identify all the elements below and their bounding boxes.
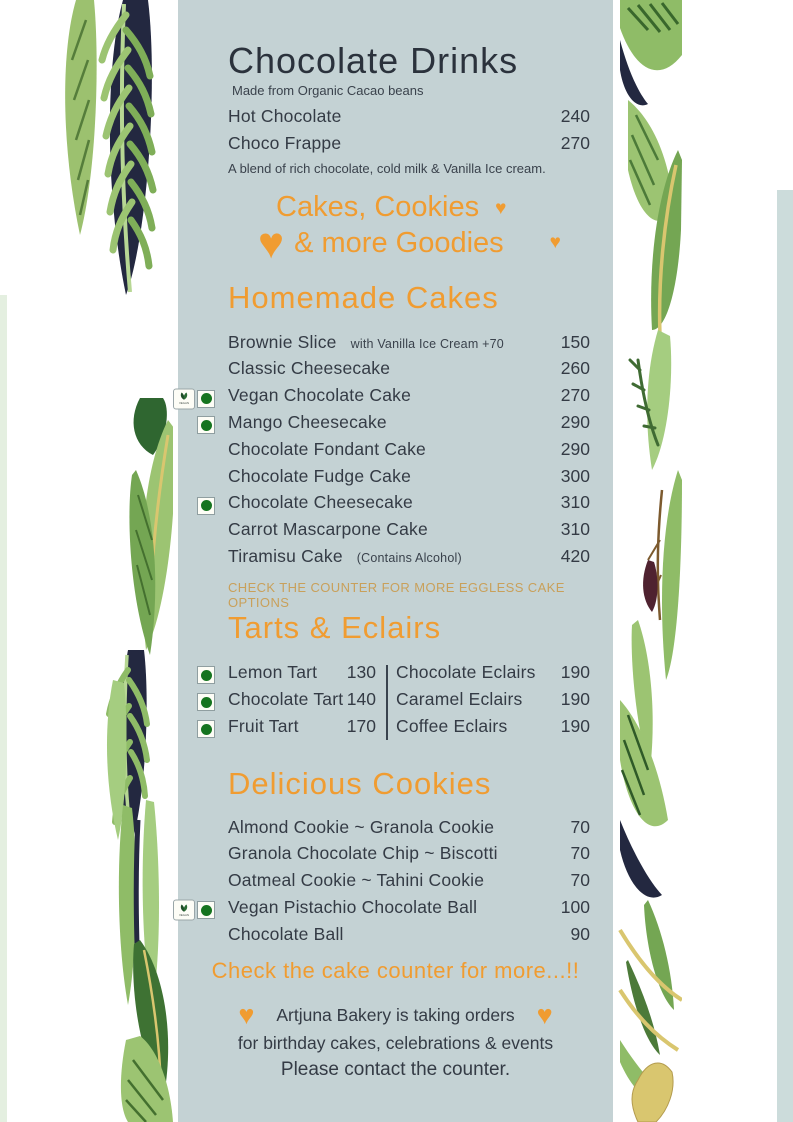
item-name: Mango Cheesecake	[228, 412, 387, 433]
cookies-title: Delicious Cookies	[228, 766, 492, 801]
item-price: 290	[560, 412, 590, 433]
cakes-section	[178, 280, 590, 610]
item-name: Tiramisu Cake (Contains Alcohol)	[228, 546, 462, 567]
item-price: 70	[570, 870, 590, 891]
item-name: Chocolate Eclairs	[396, 661, 536, 682]
item-addon: with Vanilla Ice Cream +70	[350, 336, 504, 351]
menu-item-row	[228, 662, 376, 689]
menu-item-row	[228, 358, 590, 385]
menu-item-row	[396, 716, 590, 743]
item-price: 70	[570, 816, 590, 837]
item-price: 190	[560, 661, 590, 682]
veg-indicator-icon	[197, 901, 215, 919]
item-price: 190	[560, 688, 590, 709]
tarts-left-column	[228, 662, 376, 743]
menu-item-row	[228, 492, 590, 519]
vegan-badge-icon	[173, 900, 195, 921]
item-name: Choco Frappe	[228, 133, 342, 154]
item-price: 300	[560, 465, 590, 486]
tropical-leaves-right-art	[618, 0, 682, 1122]
footer-line1: Artjuna Bakery is taking orders	[276, 1005, 515, 1025]
menu-item-row	[228, 546, 590, 573]
footer-line2: for birthday cakes, celebrations & events	[237, 1033, 554, 1053]
item-name: Chocolate Tart	[228, 688, 344, 709]
item-price: 150	[560, 331, 590, 352]
menu-panel	[178, 0, 613, 1122]
item-price: 310	[560, 492, 590, 513]
item-price: 130	[346, 661, 376, 682]
menu-item-row	[396, 662, 590, 689]
svg-text:VEGAN: VEGAN	[178, 913, 190, 918]
item-name: Hot Chocolate	[228, 106, 342, 127]
footer-line3: Please contact the counter.	[280, 1059, 511, 1080]
menu-item-row	[396, 689, 590, 716]
menu-item-row	[228, 689, 376, 716]
veg-indicator-icon	[197, 693, 215, 711]
item-price: 420	[560, 546, 590, 567]
item-price: 270	[560, 133, 590, 154]
item-price: 170	[346, 715, 376, 736]
item-price: 140	[346, 688, 376, 709]
item-name: Classic Cheesecake	[228, 358, 391, 379]
right-edge-strip	[777, 190, 793, 1122]
item-name: Lemon Tart	[228, 661, 318, 682]
item-price: 290	[560, 438, 590, 459]
menu-item-row	[228, 439, 590, 466]
item-name: Carrot Mascarpone Cake	[228, 519, 428, 540]
drinks-subtitle: Made from Organic Cacao beans	[232, 83, 424, 99]
menu-item-row	[228, 106, 590, 133]
item-name: Almond Cookie ~ Granola Cookie	[228, 816, 495, 837]
item-name: Chocolate Cheesecake	[228, 492, 413, 513]
tropical-leaves-left-art	[28, 0, 173, 1122]
item-name: Chocolate Ball	[228, 923, 344, 944]
menu-item-row	[178, 385, 590, 412]
item-name: Fruit Tart	[228, 715, 299, 736]
item-name: Chocolate Fondant Cake	[228, 438, 426, 459]
item-name: Vegan Chocolate Cake	[228, 385, 412, 406]
heart-icon: ♥	[238, 1000, 255, 1030]
veg-indicator-icon	[197, 666, 215, 684]
tarts-right-column	[396, 662, 590, 743]
item-name: Brownie Slice with Vanilla Ice Cream +70	[228, 331, 504, 352]
menu-item-row	[228, 843, 590, 870]
menu-item-row	[228, 716, 376, 743]
item-name: Coffee Eclairs	[396, 715, 508, 736]
veg-indicator-icon	[197, 497, 215, 515]
footer-section	[198, 958, 593, 1081]
banner-line1: Cakes, Cookies	[276, 191, 480, 223]
menu-item-row	[228, 412, 590, 439]
cakes-title: Homemade Cakes	[228, 280, 499, 315]
veg-indicator-icon	[197, 390, 215, 408]
drinks-note: A blend of rich chocolate, cold milk & Vanilla Ice cream.	[228, 160, 546, 176]
menu-item-row	[228, 519, 590, 546]
eggless-cakes-footnote: CHECK THE COUNTER FOR MORE EGGLESS CAKE OPTIONS	[228, 579, 565, 610]
menu-item-row	[228, 817, 590, 844]
drinks-section	[228, 40, 590, 176]
item-name: Oatmeal Cookie ~ Tahini Cookie	[228, 870, 485, 891]
item-price: 90	[570, 923, 590, 944]
menu-item-row	[228, 870, 590, 897]
cookies-section	[178, 766, 590, 951]
menu-item-row	[228, 332, 590, 359]
left-edge-strip	[0, 295, 7, 1122]
item-name: Granola Chocolate Chip ~ Biscotti	[228, 843, 498, 864]
item-price: 260	[560, 358, 590, 379]
svg-text:VEGAN: VEGAN	[178, 401, 190, 406]
veg-indicator-icon	[197, 416, 215, 434]
item-name: Caramel Eclairs	[396, 688, 523, 709]
item-price: 70	[570, 843, 590, 864]
tarts-section	[228, 610, 590, 743]
item-price: 100	[560, 897, 590, 918]
goodies-banner	[228, 191, 590, 268]
vegan-badge-icon	[173, 388, 195, 409]
menu-item-row	[178, 897, 590, 924]
banner-line2: & more Goodies	[294, 226, 504, 259]
item-name: Vegan Pistachio Chocolate Ball	[228, 897, 478, 918]
heart-icon: ♥	[549, 232, 561, 254]
heart-icon: ♥	[258, 218, 285, 268]
menu-item-row	[228, 133, 590, 160]
footer-headline: Check the cake counter for more...!!	[211, 958, 580, 983]
item-price: 190	[560, 715, 590, 736]
item-addon: (Contains Alcohol)	[356, 551, 462, 566]
item-price: 310	[560, 519, 590, 540]
menu-item-row	[228, 466, 590, 493]
item-price: 270	[560, 385, 590, 406]
drinks-title: Chocolate Drinks	[228, 40, 519, 81]
menu-item-row	[228, 924, 590, 951]
tarts-title: Tarts & Eclairs	[228, 610, 442, 645]
tarts-column-divider	[386, 665, 388, 740]
item-name: Chocolate Fudge Cake	[228, 465, 411, 486]
veg-indicator-icon	[197, 720, 215, 738]
item-price: 240	[560, 106, 590, 127]
heart-icon: ♥	[495, 198, 507, 219]
heart-icon: ♥	[536, 1000, 553, 1030]
